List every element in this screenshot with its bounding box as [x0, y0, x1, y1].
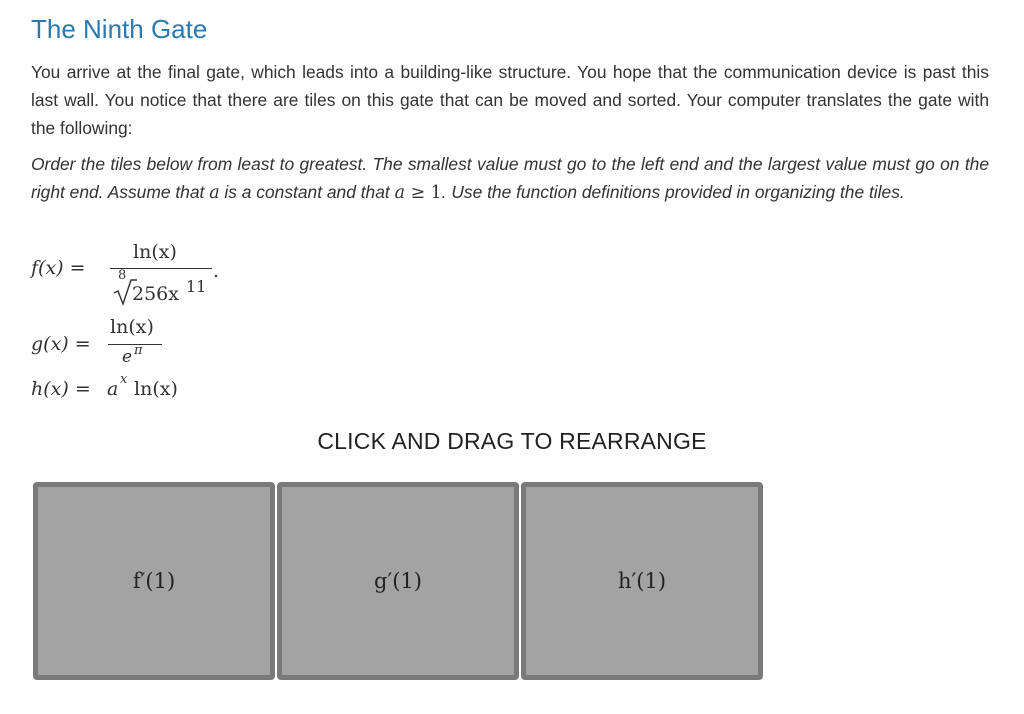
- instructions-text-3: . Use the function definitions provided in organizing the tiles.: [441, 182, 905, 202]
- f-exponent: 11: [186, 277, 207, 296]
- instructions-paragraph: [31, 150, 989, 207]
- tile-label: h′(1): [617, 569, 667, 593]
- f-lhs: f(x) =: [31, 257, 86, 279]
- f-period: .: [213, 260, 220, 282]
- variable-a: a: [209, 183, 220, 203]
- condition-one: 1: [430, 183, 442, 203]
- f-radicand: 256x: [132, 283, 179, 305]
- g-numerator: ln(x): [110, 316, 154, 338]
- h-exponent: x: [120, 372, 128, 387]
- f-numerator: ln(x): [133, 241, 177, 263]
- condition-ge: ≥: [404, 183, 431, 203]
- tile-label: g′(1): [374, 569, 422, 593]
- instructions-text-2: is a constant and that: [219, 182, 395, 202]
- condition-a: a: [394, 183, 405, 203]
- h-rest: ln(x): [128, 378, 178, 400]
- tile-h-prime[interactable]: [521, 482, 763, 680]
- page-title: The Ninth Gate: [31, 14, 208, 44]
- g-lhs: g(x) =: [31, 333, 91, 355]
- intro-paragraph: You arrive at the final gate, which leads into a building-like structure. You hope that the communication device is past this last wall. You notice that there are tiles on this gate that can be moved and sorted. Your computer translates the gate with the following:: [31, 62, 989, 138]
- tile-g-prime[interactable]: [277, 482, 519, 680]
- instructions-text-1: Order the tiles below from least to greatest. The smallest value must go to the left end and the largest value must go on the right end. Assume that: [31, 154, 989, 202]
- tile-f-prime[interactable]: [33, 482, 275, 680]
- g-denominator-base: e: [122, 347, 133, 367]
- tile-label: f′(1): [132, 569, 176, 593]
- h-lhs: h(x) =: [31, 378, 97, 400]
- h-base: a: [107, 378, 119, 400]
- f-root-index: 8: [118, 268, 127, 283]
- g-denominator-exponent: π: [134, 343, 143, 358]
- drag-instruction: CLICK AND DRAG TO REARRANGE: [317, 428, 707, 454]
